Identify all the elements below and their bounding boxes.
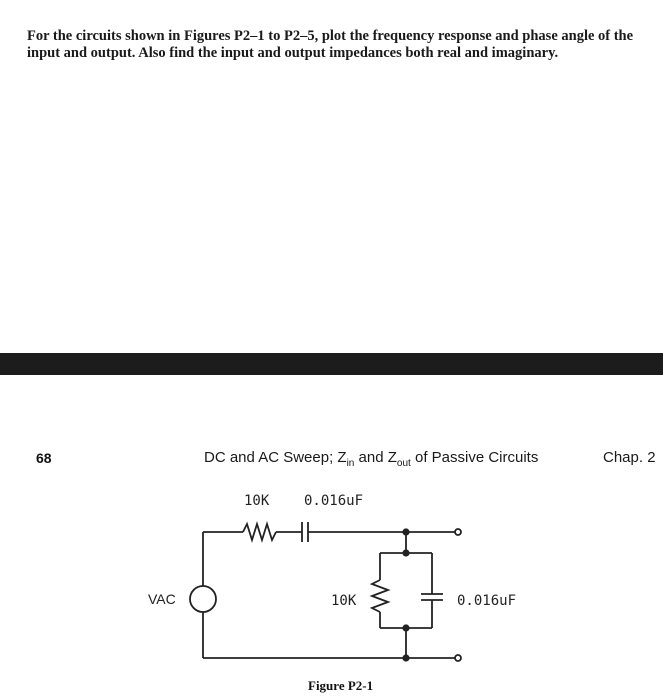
output-terminal-top [455, 529, 461, 535]
chapter-label: Chap. 2 [603, 449, 656, 466]
junction-shunt-upper [402, 549, 409, 556]
page-number: 68 [36, 450, 52, 466]
output-terminal-bottom [455, 655, 461, 661]
junction-bottom [402, 654, 409, 661]
junction-shunt-lower [402, 624, 409, 631]
series-capacitor-label: 0.016uF [304, 493, 364, 509]
running-head-suffix: of Passive Circuits [410, 449, 539, 466]
running-head-prefix: DC and AC Sweep; Z [204, 449, 347, 466]
figure-caption: Figure P2-1 [308, 678, 374, 693]
series-resistor-label: 10K [244, 493, 270, 509]
shunt-resistor-label: 10K [331, 593, 357, 609]
running-head-mid: and Z [354, 449, 397, 466]
problem-statement: For the circuits shown in Figures P2–1 to P2–5, plot the frequency response and phase angle of the input and output. Also find the input and output impedances both real and imaginary. [27, 28, 634, 61]
ac-source-symbol [190, 586, 216, 612]
subscript-out: out [396, 458, 411, 469]
source-label: VAC [148, 591, 176, 607]
shunt-resistor-symbol [372, 580, 388, 612]
shunt-capacitor-label: 0.016uF [457, 593, 517, 609]
junction-top [402, 528, 409, 535]
series-resistor-symbol [243, 524, 276, 540]
subscript-in: in [346, 458, 355, 469]
